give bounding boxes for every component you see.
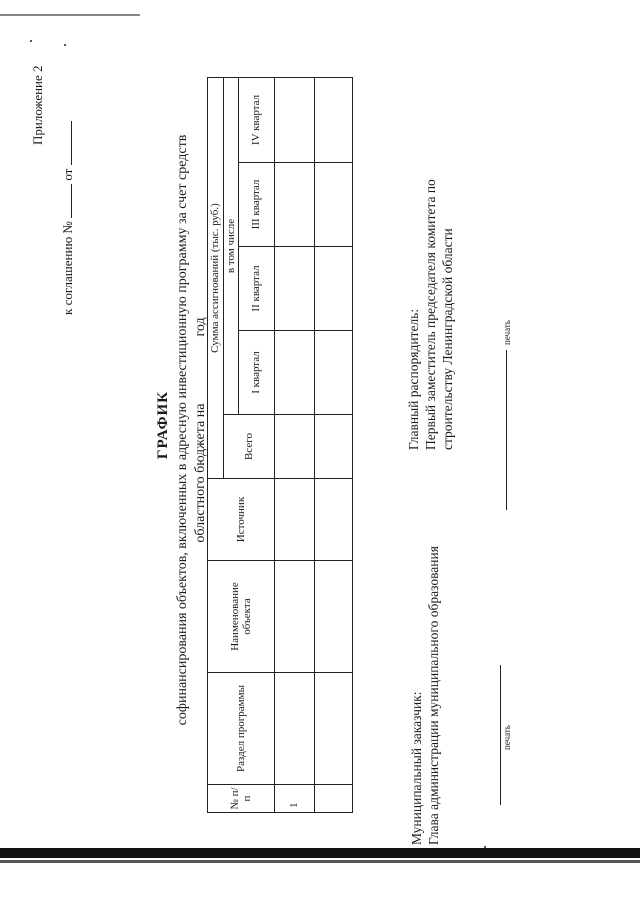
table-cell [275, 479, 315, 561]
client-title: Глава администрации муниципального образования [426, 546, 441, 845]
header-q3: III квартал [239, 163, 275, 247]
header-section: Раздел программы [208, 673, 275, 785]
agreement-from: от [60, 168, 75, 181]
header-sum-group: Сумма ассигнований (тыс. руб.) [208, 77, 224, 478]
table-cell [315, 479, 353, 561]
agreement-prefix: к соглашению № [60, 221, 75, 315]
client-role: Муниципальный заказчик: [409, 691, 424, 845]
agreement-reference [60, 121, 76, 315]
document-title: ГРАФИК [155, 390, 171, 460]
scan-speck [30, 40, 32, 42]
header-including: в том числе [223, 77, 239, 414]
table-cell [315, 247, 353, 331]
table-cell [275, 247, 315, 331]
header-q2: II квартал [239, 247, 275, 331]
table-cell [315, 77, 353, 162]
table-row [275, 77, 315, 812]
scan-artifact-top [0, 14, 140, 16]
manager-title-line1: Первый заместитель председателя комитета по [423, 179, 438, 450]
header-q1: I квартал [239, 331, 275, 415]
table-cell [275, 331, 315, 415]
header-object: Наименование объекта [208, 561, 275, 673]
agreement-date-blank [61, 121, 72, 165]
agreement-number-blank [61, 184, 72, 218]
client-stamp-label: печать [502, 725, 512, 750]
manager-stamp-label: печать [502, 320, 512, 345]
table-cell [275, 77, 315, 162]
table-cell [315, 415, 353, 479]
appendix-label: Приложение 2 [30, 65, 45, 145]
row-num [315, 785, 353, 813]
manager-title-line2: строительству Ленинградской области [440, 228, 455, 450]
subtitle-year-text: год [193, 317, 208, 337]
cofinancing-schedule-table [207, 77, 353, 813]
document-subtitle-line1: софинансирования объектов, включенных в адресную инвестиционную программу за счет средств [175, 134, 190, 726]
scan-artifact-bar-thin [0, 860, 640, 863]
header-total: Всего [223, 415, 275, 479]
header-q4: IV квартал [239, 77, 275, 162]
client-signature-block [408, 546, 442, 845]
scan-speck [64, 44, 66, 46]
client-signature-line [500, 665, 501, 805]
header-source: Источник [208, 479, 275, 561]
table-cell [275, 415, 315, 479]
table-cell [315, 331, 353, 415]
table-cell [275, 673, 315, 785]
table-row [315, 77, 353, 812]
table-cell [275, 561, 315, 673]
scan-artifact-bar [0, 848, 640, 858]
manager-signature-block [405, 179, 456, 450]
table-cell [315, 673, 353, 785]
row-num: 1 [275, 785, 315, 813]
manager-signature-line [506, 350, 507, 510]
table-cell [315, 561, 353, 673]
header-num: № п/п [208, 785, 275, 813]
table-cell [275, 163, 315, 247]
subtitle-budget-text: областного бюджета на [193, 403, 208, 543]
manager-role: Главный распорядитель: [406, 308, 421, 450]
table-cell [315, 163, 353, 247]
